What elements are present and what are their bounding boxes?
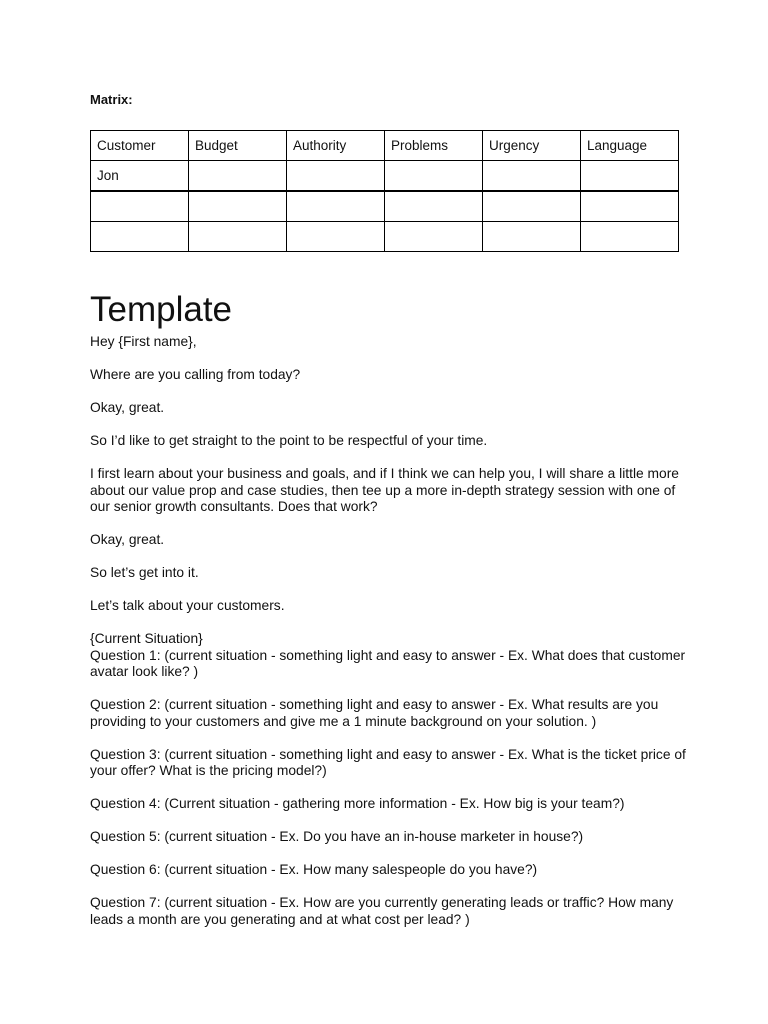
paragraph-question-1: {Current Situation} Question 1: (current situation - something light and easy to answer - Ex. What does that customer avatar look like? ) (90, 631, 686, 679)
paragraph-okay-great-2: Okay, great. (90, 532, 165, 547)
header-cell-customer: Customer (91, 131, 189, 161)
paragraph-question-3: Question 3: (current situation - something light and easy to answer - Ex. What is the ticket price of your offer? What is the pricing model?) (90, 746, 686, 778)
matrix-table (90, 130, 679, 252)
table-cell (581, 191, 679, 222)
table-cell (581, 222, 679, 252)
paragraph-question-7: Question 7: (current situation - Ex. How are you currently generating leads or traffic? How many leads a month are you generating and at what cost per lead? ) (90, 895, 674, 927)
table-cell (287, 191, 385, 222)
paragraph-greeting: Hey {First name}, (90, 334, 197, 349)
table-cell (483, 191, 581, 222)
table-cell (189, 191, 287, 222)
header-cell-budget: Budget (189, 131, 287, 161)
table-cell (385, 222, 483, 252)
header-cell-problems: Problems (385, 131, 483, 161)
table-row (91, 161, 679, 192)
table-cell (287, 161, 385, 192)
paragraph-okay-great: Okay, great. (90, 400, 165, 415)
paragraph-question-5: Question 5: (current situation - Ex. Do you have an in-house marketer in house?) (90, 829, 584, 844)
header-cell-language: Language (581, 131, 679, 161)
table-cell (385, 191, 483, 222)
table-cell (581, 161, 679, 192)
paragraph-calling-from: Where are you calling from today? (90, 367, 301, 382)
table-cell: Jon (91, 161, 189, 192)
paragraph-intro-agenda: I first learn about your business and goals, and if I think we can help you, I will share a little more about our value prop and case studies, then tee up a more in-depth strategy session with one of our senior growth consultants. Does that work? (90, 466, 679, 514)
template-heading: Template (90, 290, 233, 329)
matrix-label: Matrix: (90, 92, 133, 107)
table-cell (189, 222, 287, 252)
template-body (90, 334, 690, 945)
table-cell (91, 191, 189, 222)
paragraph-question-2: Question 2: (current situation - something light and easy to answer - Ex. What results are you providing to your customers and give me a 1 minute background on your solution. ) (90, 697, 659, 729)
paragraph-customers: Let’s talk about your customers. (90, 598, 285, 613)
table-cell (483, 222, 581, 252)
paragraph-get-into-it: So let’s get into it. (90, 565, 199, 580)
paragraph-question-4: Question 4: (Current situation - gathering more information - Ex. How big is your team?) (90, 796, 625, 811)
table-cell (483, 161, 581, 192)
table-cell (287, 222, 385, 252)
paragraph-question-6: Question 6: (current situation - Ex. How many salespeople do you have?) (90, 862, 538, 877)
matrix-header-row (91, 131, 679, 161)
table-cell (91, 222, 189, 252)
header-cell-authority: Authority (287, 131, 385, 161)
paragraph-respectful: So I’d like to get straight to the point to be respectful of your time. (90, 433, 488, 448)
table-row (91, 191, 679, 222)
table-cell (385, 161, 483, 192)
table-row (91, 222, 679, 252)
header-cell-urgency: Urgency (483, 131, 581, 161)
table-cell (189, 161, 287, 192)
